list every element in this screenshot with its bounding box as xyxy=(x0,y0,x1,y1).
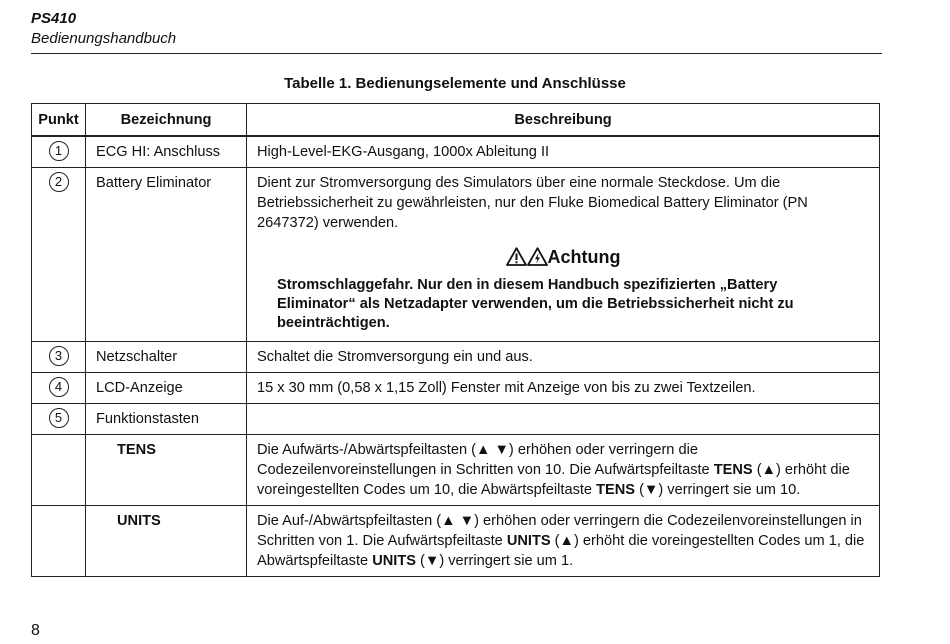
description-text: Die Aufwärts-/Abwärtspfeiltasten (▲ ▼) erhöhen oder verringern die Codezeilenvoreinstellungen in Schritten von 10. Die Aufwärtspfeiltaste xyxy=(257,442,714,478)
punkt-cell xyxy=(32,373,86,404)
punkt-cell xyxy=(32,168,86,342)
warning-text: Stromschlaggefahr. Nur den in diesem Handbuch spezifizierten „Battery Eliminator“ als Netzadapter verwenden, um die Betriebssicherheit nicht zu beeinträchtigen. xyxy=(277,277,794,331)
controls-table xyxy=(31,103,880,577)
description-cell: Schaltet die Stromversorgung ein und aus. xyxy=(247,342,880,373)
item-number-2: 2 xyxy=(49,172,69,192)
description-cell xyxy=(247,435,880,506)
table-title: Tabelle 1. Bedienungselemente und Anschlüsse xyxy=(284,75,626,92)
punkt-cell xyxy=(32,342,86,373)
punkt-cell xyxy=(32,136,86,168)
punkt-cell-empty xyxy=(32,506,86,577)
key-name: TENS xyxy=(713,462,753,478)
column-header-bezeichnung: Bezeichnung xyxy=(86,104,247,137)
product-name: PS410 xyxy=(31,10,77,27)
subitem-name-cell: UNITS xyxy=(86,506,247,577)
name-cell: Netzschalter xyxy=(86,342,247,373)
description-text: Dient zur Stromversorgung des Simulators über eine normale Steckdose. Um die Betriebssicherheit zu gewährleisten, nur den Fluke Biomedical Battery Eliminator (PN 2647372) verwenden. xyxy=(257,175,808,231)
item-number-5: 5 xyxy=(49,408,69,428)
name-cell: Funktionstasten xyxy=(86,404,247,435)
item-number-4: 4 xyxy=(49,377,69,397)
table-subrow xyxy=(32,506,880,577)
name-cell: LCD-Anzeige xyxy=(86,373,247,404)
punkt-cell xyxy=(32,404,86,435)
description-text: Die Auf-/Abwärtspfeiltasten (▲ ▼) erhöhen oder verringern die Codezeilenvoreinstellungen in Schritten von 1. Die Aufwärtspfeiltaste xyxy=(257,513,862,549)
column-header-punkt: Punkt xyxy=(32,104,86,137)
table-row xyxy=(32,342,880,373)
table-row xyxy=(32,404,880,435)
description-text: (▼) verringert sie um 10. xyxy=(635,482,801,498)
description-cell xyxy=(247,404,880,435)
table-row xyxy=(32,136,880,168)
warning-title: Achtung xyxy=(547,247,621,267)
description-cell: 15 x 30 mm (0,58 x 1,15 Zoll) Fenster mit Anzeige von bis zu zwei Textzeilen. xyxy=(247,373,880,404)
header-divider xyxy=(31,53,882,54)
name-cell: Battery Eliminator xyxy=(86,168,247,342)
table-row xyxy=(32,373,880,404)
warning-heading xyxy=(257,245,869,269)
description-cell xyxy=(247,168,880,342)
page-number: 8 xyxy=(31,622,40,639)
table-row xyxy=(32,168,880,342)
item-number-3: 3 xyxy=(49,346,69,366)
warning-triangle-icon xyxy=(506,247,527,266)
key-name: TENS xyxy=(596,482,636,498)
page-header xyxy=(31,9,176,49)
electrical-hazard-icon xyxy=(527,247,548,266)
description-cell xyxy=(247,506,880,577)
description-text: (▼) verringert sie um 1. xyxy=(415,553,574,569)
key-name: UNITS xyxy=(372,553,416,569)
key-name: UNITS xyxy=(506,533,551,549)
punkt-cell-empty xyxy=(32,435,86,506)
table-header-row xyxy=(32,104,880,137)
table-subrow xyxy=(32,435,880,506)
description-text: (▲) erhöht die voreingestellten Codes um 1, die Abwärtspfeiltaste xyxy=(257,533,865,569)
description-text: (▲) erhöht die voreingestellten Codes um 10, die Abwärtspfeiltaste xyxy=(257,462,850,498)
name-cell: ECG HI: Anschluss xyxy=(86,136,247,168)
column-header-beschreibung: Beschreibung xyxy=(247,104,880,137)
item-number-1: 1 xyxy=(49,141,69,161)
description-cell: High-Level-EKG-Ausgang, 1000x Ableitung II xyxy=(247,136,880,168)
subitem-name-cell: TENS xyxy=(86,435,247,506)
document-subtitle: Bedienungshandbuch xyxy=(31,30,177,47)
